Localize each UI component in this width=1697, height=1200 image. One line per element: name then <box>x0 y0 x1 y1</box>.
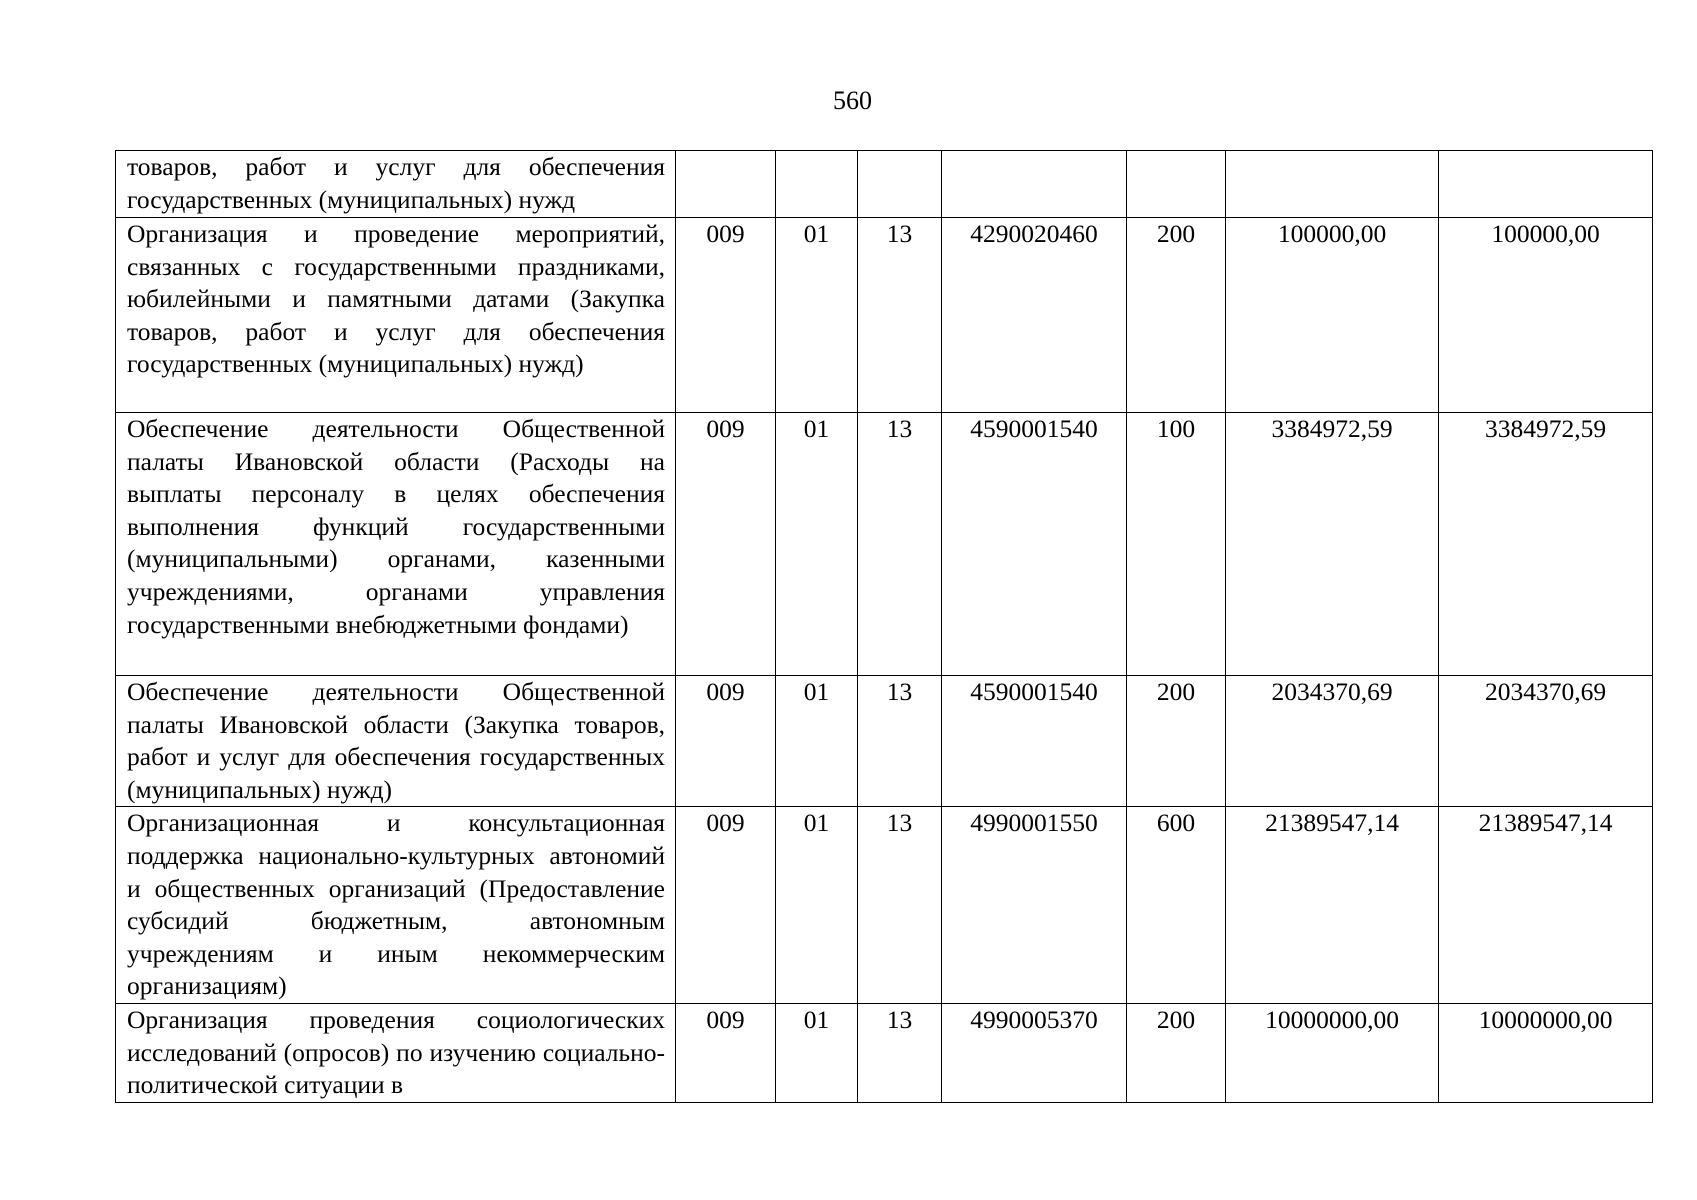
target-article-code: 4590001540 <box>942 676 1127 807</box>
table-row <box>116 151 1653 218</box>
subsection-code: 13 <box>858 676 942 807</box>
expense-type-code: 200 <box>1127 676 1226 807</box>
subsection-code: 13 <box>858 413 942 676</box>
target-article-code: 4590001540 <box>942 413 1127 676</box>
expense-type-code: 200 <box>1127 1003 1226 1102</box>
page-number: 560 <box>833 86 872 115</box>
amount-year-1 <box>1226 151 1439 218</box>
section-code: 01 <box>776 218 858 413</box>
subsection-code: 13 <box>858 807 942 1004</box>
amount-year-1: 21389547,14 <box>1226 807 1439 1004</box>
table-row <box>116 413 1653 676</box>
expense-description: Обеспечение деятельности Общественной палаты Ивановской области (Расходы на выплаты персоналу в целях обеспечения выполнения функций государственными (муниципальными) органами, казенными учреждениями, органами управления государственными внебюджетными фондами) <box>116 413 676 676</box>
budget-table <box>115 150 1653 1103</box>
amount-year-2: 10000000,00 <box>1439 1003 1653 1102</box>
amount-year-1: 3384972,59 <box>1226 413 1439 676</box>
subsection-code <box>858 151 942 218</box>
section-code <box>776 151 858 218</box>
amount-year-2 <box>1439 151 1653 218</box>
amount-year-2: 21389547,14 <box>1439 807 1653 1004</box>
expense-type-code: 600 <box>1127 807 1226 1004</box>
expense-description: Обеспечение деятельности Общественной палаты Ивановской области (Закупка товаров, работ и услуг для обеспечения государственных (муниципальных) нужд) <box>116 676 676 807</box>
expense-description: Организация и проведение мероприятий, связанных с государственными праздниками, юбилейными и памятными датами (Закупка товаров, работ и услуг для обеспечения государственных (муниципальных) нужд) <box>116 218 676 413</box>
target-article-code: 4990001550 <box>942 807 1127 1004</box>
ministry-code: 009 <box>676 1003 776 1102</box>
amount-year-2: 3384972,59 <box>1439 413 1653 676</box>
expense-description: Организация проведения социологических исследований (опросов) по изучению социально-политической ситуации в <box>116 1003 676 1102</box>
expense-type-code: 100 <box>1127 413 1226 676</box>
expense-type-code: 200 <box>1127 218 1226 413</box>
subsection-code: 13 <box>858 1003 942 1102</box>
amount-year-1: 10000000,00 <box>1226 1003 1439 1102</box>
amount-year-1: 2034370,69 <box>1226 676 1439 807</box>
table-row <box>116 807 1653 1004</box>
table-row <box>116 1003 1653 1102</box>
table-row <box>116 676 1653 807</box>
section-code: 01 <box>776 1003 858 1102</box>
ministry-code <box>676 151 776 218</box>
expense-description: Организационная и консультационная поддержка национально-культурных автономий и общественных организаций (Предоставление субсидий бюджетным, автономным учреждениям и иным некоммерческим организациям) <box>116 807 676 1004</box>
ministry-code: 009 <box>676 807 776 1004</box>
section-code: 01 <box>776 807 858 1004</box>
expense-type-code <box>1127 151 1226 218</box>
table-row <box>116 218 1653 413</box>
target-article-code <box>942 151 1127 218</box>
amount-year-2: 100000,00 <box>1439 218 1653 413</box>
target-article-code: 4290020460 <box>942 218 1127 413</box>
section-code: 01 <box>776 413 858 676</box>
section-code: 01 <box>776 676 858 807</box>
expense-description: товаров, работ и услуг для обеспечения государственных (муниципальных) нужд <box>116 151 676 218</box>
ministry-code: 009 <box>676 676 776 807</box>
subsection-code: 13 <box>858 218 942 413</box>
ministry-code: 009 <box>676 413 776 676</box>
target-article-code: 4990005370 <box>942 1003 1127 1102</box>
ministry-code: 009 <box>676 218 776 413</box>
amount-year-2: 2034370,69 <box>1439 676 1653 807</box>
amount-year-1: 100000,00 <box>1226 218 1439 413</box>
